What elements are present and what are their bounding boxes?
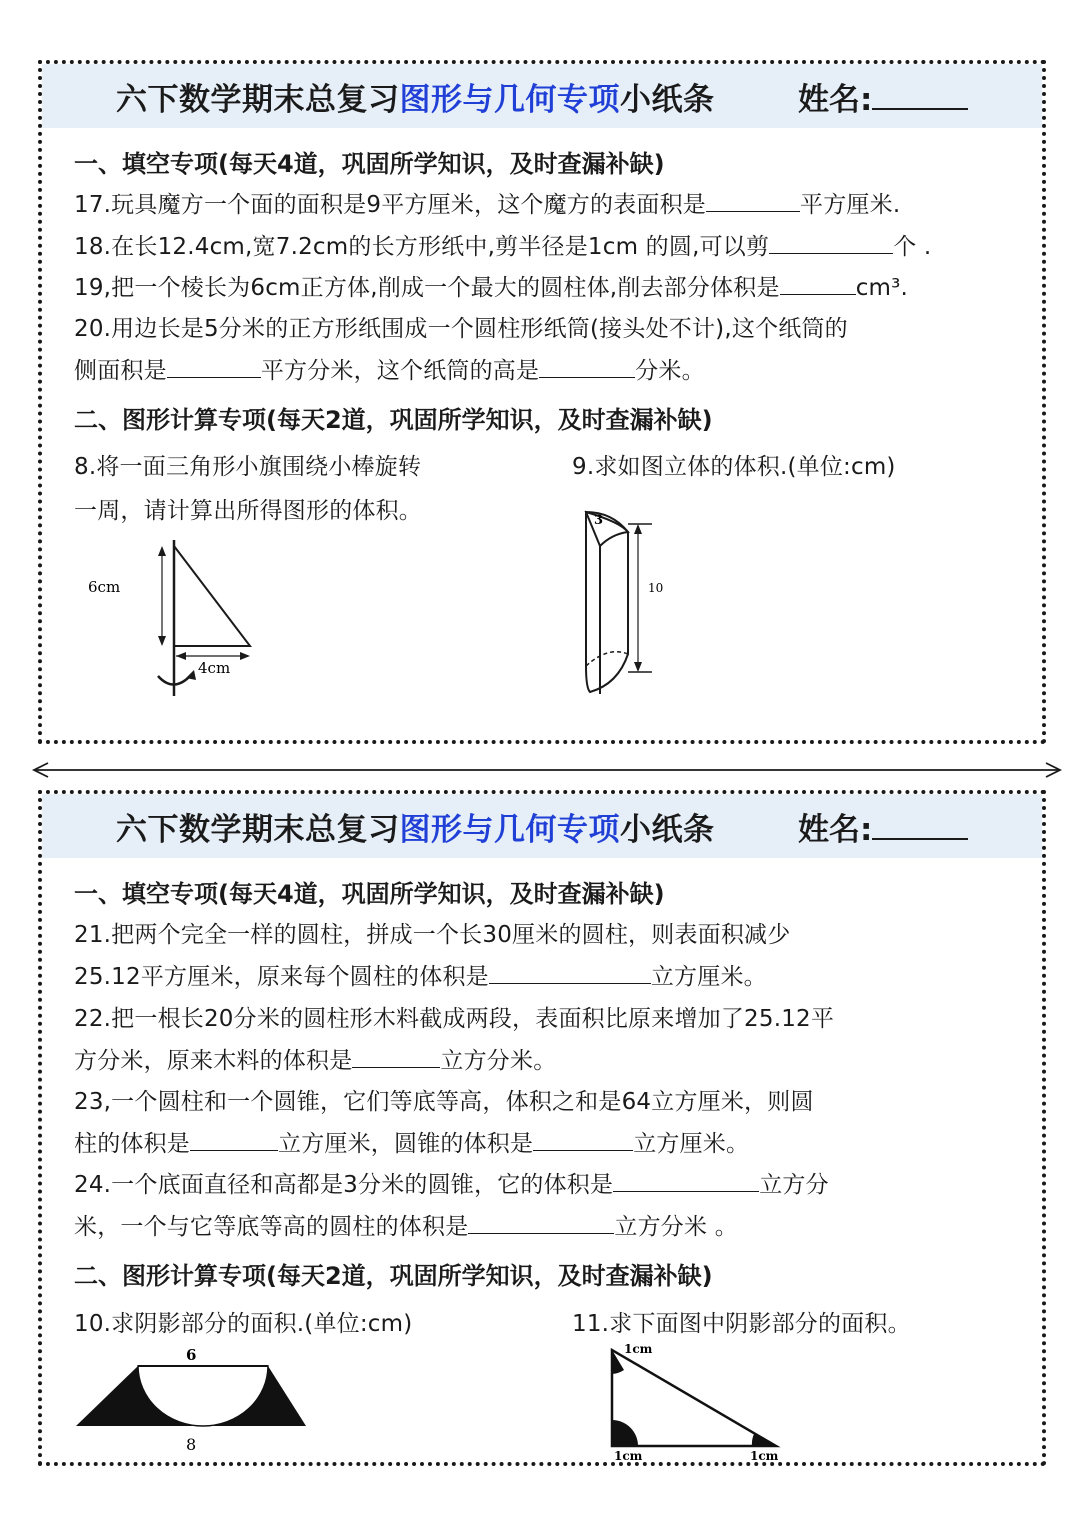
- bottom-length-label: 8: [186, 1435, 197, 1454]
- height-label: 6cm: [88, 578, 121, 596]
- question-10: 10.求阴影部分的面积.(单位:cm): [74, 1311, 413, 1337]
- question-22-line-2: 方分米，原来木料的体积是 立方分米。: [74, 1048, 557, 1074]
- base-label: 4cm: [198, 659, 231, 677]
- question-21-line-1: 21.把两个完全一样的圆柱，拼成一个长30厘米的圆柱，则表面积减少: [74, 922, 791, 948]
- question-21-line-2: 25.12平方厘米，原来每个圆柱的体积是 立方厘米。: [74, 964, 767, 990]
- shaded-sector-bottom-right: [752, 1434, 776, 1446]
- top-length-label: 6: [186, 1346, 197, 1364]
- question-20-line-1: 20.用边长是5分米的正方形纸围成一个圆柱形纸筒(接头处不计),这个纸筒的: [74, 316, 848, 342]
- top-sector-label: 1cm: [624, 1342, 653, 1356]
- height-arrowhead-bottom: [158, 636, 166, 646]
- question-8-line-1: 8.将一面三角形小旗围绕小棒旋转: [74, 454, 422, 480]
- right-triangle: [612, 1350, 776, 1446]
- section-calc-heading: 二、图形计算专项(每天2道，巩固所学知识，及时查漏补缺): [74, 406, 713, 434]
- section-calc-heading: 二、图形计算专项(每天2道，巩固所学知识，及时查漏补缺): [74, 1262, 713, 1290]
- figure-triangle-sectors: [602, 1340, 822, 1462]
- section-fill-in-heading: 一、填空专项(每天4道，巩固所学知识，及时查漏补缺): [74, 150, 665, 178]
- height-arrowhead-bottom: [634, 662, 642, 672]
- top-face: [586, 512, 628, 546]
- base-arrowhead-left: [176, 652, 186, 660]
- worksheet-strip-2: [38, 790, 1046, 1466]
- name-blank[interactable]: [872, 812, 968, 840]
- question-9: 9.求如图立体的体积.(单位:cm): [572, 454, 896, 480]
- section-fill-in-heading: 一、填空专项(每天4道，巩固所学知识，及时查漏补缺): [74, 880, 665, 908]
- question-11: 11.求下面图中阴影部分的面积。: [572, 1311, 911, 1337]
- answer-blank-23a[interactable]: [190, 1130, 278, 1151]
- question-8-line-2: 一周，请计算出所得图形的体积。: [74, 498, 422, 524]
- question-17: 17.玩具魔方一个面的面积是9平方厘米，这个魔方的表面积是 平方厘米.: [74, 192, 901, 218]
- question-19: 19,把一个棱长为6cm正方体,削成一个最大的圆柱体,削去部分体积是 cm³.: [74, 275, 909, 301]
- question-24-line-1: 24.一个底面直径和高都是3分米的圆锥，它的体积是 立方分: [74, 1172, 829, 1198]
- height-arrowhead-top: [634, 524, 642, 534]
- title-banner: [42, 794, 1042, 858]
- figure-trapezoid-semicircle: [72, 1346, 312, 1456]
- question-22-line-1: 22.把一根长20分米的圆柱形木料截成两段，表面积比原来增加了25.12平: [74, 1006, 835, 1032]
- answer-blank-17[interactable]: [706, 191, 800, 212]
- figure-quarter-cylinder: [572, 504, 702, 704]
- name-field[interactable]: 姓名:: [798, 804, 968, 849]
- title-highlight: 图形与几何专项: [399, 82, 620, 118]
- answer-blank-19[interactable]: [780, 274, 856, 295]
- name-field[interactable]: 姓名:: [798, 74, 968, 119]
- height-arrowhead-top: [158, 546, 166, 556]
- answer-blank-20b[interactable]: [539, 357, 635, 378]
- shaded-sector-bottom-left: [612, 1420, 638, 1446]
- question-20-line-2: 侧面积是 平方分米，这个纸筒的高是 分米。: [74, 358, 705, 384]
- cut-line-arrow: [30, 760, 1066, 780]
- answer-blank-20a[interactable]: [167, 357, 261, 378]
- answer-blank-24a[interactable]: [613, 1171, 759, 1192]
- height-label: 10: [648, 581, 664, 595]
- answer-blank-18[interactable]: [769, 233, 893, 254]
- question-24-line-2: 米，一个与它等底等高的圆柱的体积是 立方分米 。: [74, 1214, 738, 1240]
- answer-blank-22[interactable]: [352, 1047, 440, 1068]
- hidden-base-arc: [586, 652, 628, 666]
- question-23-line-2: 柱的体积是 立方厘米，圆锥的体积是 立方厘米。: [74, 1131, 750, 1157]
- flag-triangle: [174, 546, 250, 646]
- title-highlight: 图形与几何专项: [399, 812, 620, 848]
- sheet-title: 六下数学期末总复习图形与几何专项小纸条: [116, 82, 715, 118]
- worksheet-strip-1: [38, 60, 1046, 744]
- radius-label: 3: [594, 513, 604, 528]
- figure-triangle-flag: [82, 534, 282, 704]
- name-blank[interactable]: [872, 82, 968, 110]
- answer-blank-24b[interactable]: [468, 1213, 614, 1234]
- sheet-title: 六下数学期末总复习图形与几何专项小纸条: [116, 812, 715, 848]
- title-banner: [42, 64, 1042, 128]
- base-arrowhead-right: [240, 652, 250, 660]
- question-23-line-1: 23,一个圆柱和一个圆锥，它们等底等高，体积之和是64立方厘米，则圆: [74, 1089, 814, 1115]
- bottom-right-sector-label: 1cm: [750, 1449, 779, 1462]
- bottom-left-sector-label: 1cm: [614, 1449, 643, 1462]
- answer-blank-21[interactable]: [489, 963, 651, 984]
- question-18: 18.在长12.4cm,宽7.2cm的长方形纸中,剪半径是1cm 的圆,可以剪 个 .: [74, 234, 932, 260]
- answer-blank-23b[interactable]: [533, 1130, 633, 1151]
